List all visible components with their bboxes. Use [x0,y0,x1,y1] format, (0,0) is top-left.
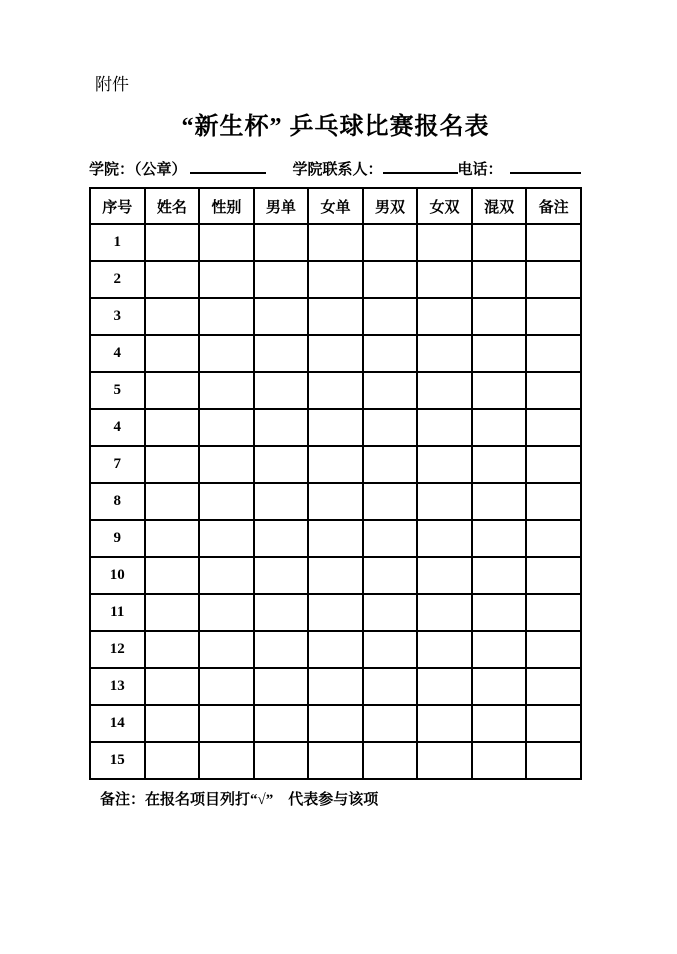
college-label: 学院：（公章） [89,162,187,178]
table-row [90,631,581,668]
entry-cell-empty[interactable] [363,224,418,261]
entry-cell-empty[interactable] [199,520,254,557]
entry-cell-empty[interactable] [308,557,363,594]
table-header-row [90,188,581,224]
row-number-cell: 11 [90,594,145,631]
entry-cell-empty[interactable] [417,483,472,520]
entry-cell-empty[interactable] [472,446,527,483]
row-number-cell: 7 [90,446,145,483]
entry-cell-empty[interactable] [526,298,581,335]
row-number-cell: 4 [90,335,145,372]
entry-cell-empty[interactable] [472,668,527,705]
column-header: 混双 [472,188,527,224]
entry-cell-empty[interactable] [199,557,254,594]
entry-cell-empty[interactable] [199,668,254,705]
entry-cell-empty[interactable] [417,594,472,631]
entry-cell-empty[interactable] [145,372,200,409]
entry-cell-empty[interactable] [526,557,581,594]
entry-cell-empty[interactable] [254,372,309,409]
table-row [90,668,581,705]
entry-cell-empty[interactable] [199,631,254,668]
entry-cell-empty[interactable] [363,483,418,520]
entry-cell-empty[interactable] [363,261,418,298]
entry-cell-empty[interactable] [308,261,363,298]
table-row [90,446,581,483]
entry-cell-empty[interactable] [308,409,363,446]
entry-cell-empty[interactable] [363,372,418,409]
table-row [90,557,581,594]
entry-cell-empty[interactable] [254,409,309,446]
entry-cell-empty[interactable] [472,409,527,446]
entry-cell-empty[interactable] [199,372,254,409]
entry-cell-empty[interactable] [308,668,363,705]
row-number-cell: 2 [90,261,145,298]
entry-cell-empty[interactable] [199,446,254,483]
entry-cell-empty[interactable] [254,520,309,557]
entry-cell-empty[interactable] [472,335,527,372]
entry-cell-empty[interactable] [526,261,581,298]
entry-cell-empty[interactable] [472,705,527,742]
entry-cell-empty[interactable] [526,409,581,446]
registration-table [89,187,582,780]
entry-cell-empty[interactable] [363,409,418,446]
phone-label: 电话： [457,162,503,178]
entry-cell-empty[interactable] [199,483,254,520]
table-row [90,520,581,557]
row-number-cell: 8 [90,483,145,520]
table-row [90,224,581,261]
entry-cell-empty[interactable] [254,705,309,742]
entry-cell-empty[interactable] [308,335,363,372]
entry-cell-empty[interactable] [363,520,418,557]
entry-cell-empty[interactable] [526,594,581,631]
entry-cell-empty[interactable] [145,557,200,594]
entry-cell-empty[interactable] [363,594,418,631]
entry-cell-empty[interactable] [145,742,200,779]
entry-cell-empty[interactable] [526,446,581,483]
footnote: 备注：在报名项目列打“√” 代表参与该项 [100,792,379,808]
column-header: 姓名 [145,188,200,224]
entry-cell-empty[interactable] [254,557,309,594]
college-blank-field[interactable] [190,159,266,174]
entry-cell-empty[interactable] [199,298,254,335]
table-row [90,261,581,298]
entry-cell-empty[interactable] [363,335,418,372]
entry-cell-empty[interactable] [417,557,472,594]
entry-cell-empty[interactable] [417,520,472,557]
entry-cell-empty[interactable] [308,520,363,557]
entry-cell-empty[interactable] [254,631,309,668]
entry-cell-empty[interactable] [254,668,309,705]
entry-cell-empty[interactable] [308,224,363,261]
entry-cell-empty[interactable] [472,557,527,594]
table-row [90,483,581,520]
row-number-cell: 10 [90,557,145,594]
table-row [90,705,581,742]
entry-cell-empty[interactable] [145,335,200,372]
entry-cell-empty[interactable] [308,372,363,409]
entry-cell-empty[interactable] [363,742,418,779]
entry-cell-empty[interactable] [145,409,200,446]
entry-cell-empty[interactable] [199,594,254,631]
row-number-cell: 13 [90,668,145,705]
entry-cell-empty[interactable] [145,668,200,705]
entry-cell-empty[interactable] [417,261,472,298]
entry-cell-empty[interactable] [145,483,200,520]
table-row [90,372,581,409]
entry-cell-empty[interactable] [526,335,581,372]
entry-cell-empty[interactable] [472,483,527,520]
entry-cell-empty[interactable] [308,446,363,483]
page-title: “新生杯” 乒乓球比赛报名表 [181,114,490,140]
entry-cell-empty[interactable] [308,483,363,520]
entry-cell-empty[interactable] [526,631,581,668]
entry-cell-empty[interactable] [199,335,254,372]
entry-cell-empty[interactable] [308,631,363,668]
contact-blank-field[interactable] [383,159,458,174]
attachment-label: 附件 [95,75,129,94]
entry-cell-empty[interactable] [526,520,581,557]
entry-cell-empty[interactable] [199,224,254,261]
row-number-cell: 15 [90,742,145,779]
entry-cell-empty[interactable] [145,261,200,298]
column-header: 女双 [417,188,472,224]
entry-cell-empty[interactable] [363,298,418,335]
entry-cell-empty[interactable] [363,446,418,483]
entry-cell-empty[interactable] [308,742,363,779]
entry-cell-empty[interactable] [526,705,581,742]
row-number-cell: 4 [90,409,145,446]
entry-cell-empty[interactable] [472,742,527,779]
entry-cell-empty[interactable] [526,372,581,409]
entry-cell-empty[interactable] [472,631,527,668]
entry-cell-empty[interactable] [254,483,309,520]
column-header: 男双 [363,188,418,224]
entry-cell-empty[interactable] [363,705,418,742]
row-number-cell: 9 [90,520,145,557]
entry-cell-empty[interactable] [417,409,472,446]
column-header: 序号 [90,188,145,224]
row-number-cell: 14 [90,705,145,742]
entry-cell-empty[interactable] [145,705,200,742]
entry-cell-empty[interactable] [363,668,418,705]
column-header: 备注 [526,188,581,224]
entry-cell-empty[interactable] [526,224,581,261]
entry-cell-empty[interactable] [417,631,472,668]
table-row [90,594,581,631]
entry-cell-empty[interactable] [254,298,309,335]
entry-cell-empty[interactable] [472,520,527,557]
row-number-cell: 3 [90,298,145,335]
entry-cell-empty[interactable] [363,557,418,594]
entry-cell-empty[interactable] [417,298,472,335]
registration-table-header [90,188,581,224]
entry-cell-empty[interactable] [417,335,472,372]
entry-cell-empty[interactable] [472,261,527,298]
phone-blank-field[interactable] [510,159,581,174]
entry-cell-empty[interactable] [254,742,309,779]
row-number-cell: 5 [90,372,145,409]
entry-cell-empty[interactable] [199,705,254,742]
entry-cell-empty[interactable] [254,335,309,372]
entry-cell-empty[interactable] [145,520,200,557]
entry-cell-empty[interactable] [199,261,254,298]
entry-cell-empty[interactable] [254,594,309,631]
table-row [90,409,581,446]
table-row [90,298,581,335]
entry-cell-empty[interactable] [526,483,581,520]
row-number-cell: 1 [90,224,145,261]
entry-cell-empty[interactable] [472,594,527,631]
entry-cell-empty[interactable] [145,631,200,668]
table-row [90,335,581,372]
entry-cell-empty[interactable] [308,298,363,335]
entry-cell-empty[interactable] [472,298,527,335]
entry-cell-empty[interactable] [363,631,418,668]
entry-cell-empty[interactable] [308,705,363,742]
entry-cell-empty[interactable] [199,409,254,446]
entry-cell-empty[interactable] [417,372,472,409]
entry-cell-empty[interactable] [417,446,472,483]
entry-cell-empty[interactable] [417,668,472,705]
row-number-cell: 12 [90,631,145,668]
entry-cell-empty[interactable] [417,742,472,779]
entry-cell-empty[interactable] [472,372,527,409]
contact-label: 学院联系人： [292,162,383,178]
entry-cell-empty[interactable] [145,446,200,483]
entry-cell-empty[interactable] [145,298,200,335]
entry-cell-empty[interactable] [526,742,581,779]
entry-cell-empty[interactable] [145,224,200,261]
registration-table-body [90,224,581,779]
entry-cell-empty[interactable] [417,224,472,261]
entry-cell-empty[interactable] [254,261,309,298]
entry-cell-empty[interactable] [199,742,254,779]
entry-cell-empty[interactable] [526,668,581,705]
column-header: 女单 [308,188,363,224]
column-header: 男单 [254,188,309,224]
entry-cell-empty[interactable] [417,705,472,742]
entry-cell-empty[interactable] [308,594,363,631]
column-header: 性别 [199,188,254,224]
table-row [90,742,581,779]
entry-cell-empty[interactable] [145,594,200,631]
entry-cell-empty[interactable] [472,224,527,261]
form-header-line [89,159,582,180]
entry-cell-empty[interactable] [254,446,309,483]
entry-cell-empty[interactable] [254,224,309,261]
